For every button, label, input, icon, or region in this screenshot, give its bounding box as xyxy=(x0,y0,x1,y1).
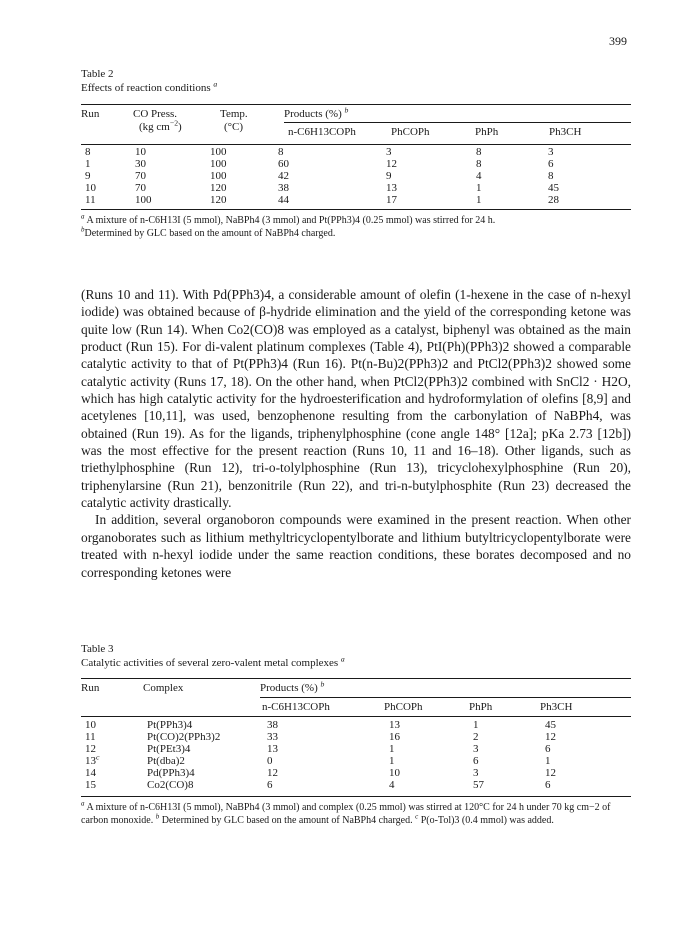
t2-h-temp-label: Temp. xyxy=(220,108,248,120)
t2-h-temp-unit: (°C) xyxy=(224,121,244,133)
table-row xyxy=(81,743,611,755)
table-cell: 8 xyxy=(476,146,482,158)
table-cell: 9 xyxy=(85,170,91,182)
table-cell: 38 xyxy=(278,182,289,194)
table-cell: Pd(PPh3)4 xyxy=(147,767,195,779)
body-paragraph-2: In addition, several organoboron compounds were examined in the present reaction. When other organoborates such as lithium methyltricyclopentylborate and lithium butyltricyclopentylborate were treated with n-hexyl iodide under the same reaction conditions, these borates decomposed and no corresponding ketones were xyxy=(81,512,631,580)
table-row xyxy=(81,194,604,206)
table-cell: 10 xyxy=(135,146,146,158)
table2-title-mark: a xyxy=(213,79,218,89)
t2-h-run: Run xyxy=(81,108,100,120)
table-cell: Pt(dba)2 xyxy=(147,755,185,767)
table-cell: 12 xyxy=(267,767,278,779)
table-row xyxy=(81,779,611,791)
table-cell: 9 xyxy=(386,170,392,182)
table-cell: 1 xyxy=(389,743,395,755)
t3-h-prod-1: n-C6H13COPh xyxy=(262,701,330,713)
table-cell: 42 xyxy=(278,170,289,182)
page-number: 399 xyxy=(609,34,627,48)
body-paragraph-1: (Runs 10 and 11). With Pd(PPh3)4, a considerable amount of olefin (1-hexene in the case of n-hexyl iodide) was obtained because of β-hydride elimination and the yield of the corresponding ketone was quite low (Run 14). When Co2(CO)8 was employed as a catalyst, biphenyl was obtained as the main product (Run 15). For di-valent platinum complexes (Table 4), PtI(Ph)(PPh3)2 showed a comparable catalytic activity to that of Pt(PPh3)4 (Run 16). Pt(n-Bu)2(PPh3)2 and PtCl2(PPh3)2 showed some catalytic activity (Runs 17, 18). On the other hand, when PtCl2(PPh3)2 combined with SnCl2 · H2O, which has high catalytic activity for the hydroesterification and hydroformylation of olefins [8,9] and acetylenes [10,11], was used, benzophenone resulting from the carbonylation of NaBPh4, was obtained (Run 19). As for the ligands, triphenylphosphine (cone angle 148° [12a]; pKa 2.73 [12b]) was the most effective for the present reaction (Runs 10, 11 and 16–18). Other ligands, such as triethylphosphine (Run 12), tri-o-tolylphosphine (Run 13), tricyclohexylphosphine (Run 20), triphenylarsine (Run 21), benzonitrile (Run 22), and tri-n-butylphosphite (Run 23) decreased the catalytic activity drastically. xyxy=(81,287,631,511)
table-cell: 3 xyxy=(386,146,392,158)
table2-products-rule xyxy=(284,122,631,123)
table2-title: Effects of reaction conditions xyxy=(81,82,211,95)
table2-bottom-rule xyxy=(81,209,631,210)
table-cell: 0 xyxy=(267,755,273,767)
table-cell: 16 xyxy=(389,731,400,743)
table-cell: 57 xyxy=(473,779,484,791)
table-row xyxy=(81,719,611,731)
table-cell: 13 xyxy=(267,743,278,755)
table-cell: 6 xyxy=(473,755,479,767)
table-cell: 3 xyxy=(473,767,479,779)
run-number: 12 xyxy=(85,743,96,755)
table-row xyxy=(81,767,611,779)
table3-footnotes: $^a$ A mixture of n-C6H13I (5 mmol), NaBPh4 (3 mmol) and complex (0.25 mmol) was stirred at 120°C for 24 h under 70 kg cm−2 of carbon monoxide. $^b$ Determined by GLC based on the amount of NaBPh4 charged. $^c$ P(o-Tol)3 (0.4 mmol) was added. xyxy=(81,799,611,826)
table-cell-run xyxy=(81,779,143,791)
table3-body xyxy=(81,719,611,791)
table-cell: 17 xyxy=(386,194,397,206)
t2-h-prod-4: Ph3CH xyxy=(549,126,582,138)
table-cell: 3 xyxy=(548,146,554,158)
table3-label: Table 3 xyxy=(81,643,114,655)
t3-h-products-mark: b xyxy=(320,679,325,689)
table-cell: 120 xyxy=(210,182,227,194)
table-cell: 12 xyxy=(545,767,556,779)
t2-h-prod-1: n-C6H13COPh xyxy=(288,126,356,138)
table-cell: 12 xyxy=(386,158,397,170)
table-cell: 4 xyxy=(389,779,395,791)
table-cell: 1 xyxy=(476,194,482,206)
table-cell: 6 xyxy=(545,779,551,791)
table-cell: 44 xyxy=(278,194,289,206)
table-cell: 12 xyxy=(545,731,556,743)
t3-h-prod-3: PhPh xyxy=(469,701,493,713)
table2-footnote-a-text: A mixture of n-C6H13I (5 mmol), NaBPh4 (3 mmol) and Pt(PPh3)4 (0.25 mmol) was stirred for 24 h. xyxy=(86,215,496,226)
t2-h-prod-2: PhCOPh xyxy=(391,126,430,138)
table-cell: 100 xyxy=(210,146,227,158)
table-cell-run xyxy=(81,752,143,767)
table2-top-rule xyxy=(81,104,631,105)
table2-footnote-a: $^a$ A mixture of n-C6H13I (5 mmol), NaBPh4 (3 mmol) and Pt(PPh3)4 (0.25 mmol) was stirred for 24 h. xyxy=(81,212,496,226)
table-row xyxy=(81,146,604,158)
t3-h-run: Run xyxy=(81,682,100,694)
table3-header-rule xyxy=(81,716,631,717)
table-cell: 1 xyxy=(476,182,482,194)
table-cell: 38 xyxy=(267,719,278,731)
table-cell: 1 xyxy=(85,158,91,170)
t2-h-copress-unit-pre: (kg cm xyxy=(139,121,170,133)
run-number: 10 xyxy=(85,719,96,731)
run-number: 11 xyxy=(85,731,96,743)
table2-footnotes xyxy=(81,214,631,240)
table3-footnote-c-text: P(o-Tol)3 (0.4 mmol) was added. xyxy=(420,815,554,826)
table3-footnote-a-text: A mixture of n-C6H13I (5 mmol), NaBPh4 (3 mmol) and complex (0.25 mmol) was stirred at 120°C for 24 h under 70 kg cm−2 of carbon monoxide. xyxy=(81,802,611,826)
t2-h-products-label: Products (%) xyxy=(284,108,342,120)
t2-h-copress-unit-post: ) xyxy=(178,121,182,133)
t3-h-prod-4: Ph3CH xyxy=(540,701,573,713)
t2-h-prod-3: PhPh xyxy=(475,126,499,138)
table-cell: 11 xyxy=(85,194,96,206)
table3-title: Catalytic activities of several zero-valent metal complexes xyxy=(81,657,339,670)
table-row xyxy=(81,170,604,182)
table-cell: 1 xyxy=(473,719,479,731)
table-cell: 2 xyxy=(473,731,479,743)
table-cell: 6 xyxy=(548,158,554,170)
run-number: 15 xyxy=(85,779,96,791)
t2-h-products xyxy=(284,105,349,121)
table-cell: 6 xyxy=(267,779,273,791)
table-cell: 70 xyxy=(135,182,146,194)
table-cell: 30 xyxy=(135,158,146,170)
table2-label: Table 2 xyxy=(81,68,114,80)
table-row xyxy=(81,158,604,170)
table-cell: Pt(CO)2(PPh3)2 xyxy=(147,731,221,743)
table-row xyxy=(81,182,604,194)
table-cell: 8 xyxy=(85,146,91,158)
t2-h-copress-unit-exp: −2 xyxy=(169,118,179,128)
table-cell: 70 xyxy=(135,170,146,182)
table3-caption xyxy=(81,642,345,671)
table-cell-run xyxy=(81,743,143,755)
table-cell-run xyxy=(81,719,143,731)
table-cell: 4 xyxy=(476,170,482,182)
table-cell: 60 xyxy=(278,158,289,170)
table-cell: Pt(PPh3)4 xyxy=(147,719,193,731)
table-cell: 33 xyxy=(267,731,278,743)
table3-bottom-rule xyxy=(81,796,631,797)
table-cell: 1 xyxy=(389,755,395,767)
table3-footnote-b-text: Determined by GLC based on the amount of NaBPh4 charged. xyxy=(161,815,413,826)
table-cell: 6 xyxy=(545,743,551,755)
run-number: 13 xyxy=(85,755,96,767)
table-cell: 100 xyxy=(135,194,152,206)
table2-footnote-b: $^b$Determined by GLC based on the amount of NaBPh4 charged. xyxy=(81,225,336,239)
table-cell-run xyxy=(81,767,143,779)
table-cell: 100 xyxy=(210,158,227,170)
t3-h-complex: Complex xyxy=(143,682,184,694)
table-row xyxy=(81,731,611,743)
run-number: 14 xyxy=(85,767,96,779)
table-cell: 1 xyxy=(545,755,551,767)
t2-h-copress xyxy=(133,108,182,134)
table-cell: Co2(CO)8 xyxy=(147,779,194,791)
table3-products-rule xyxy=(260,697,631,698)
table-cell: 3 xyxy=(473,743,479,755)
table-cell: Pt(PEt3)4 xyxy=(147,743,191,755)
body-text xyxy=(81,286,631,581)
t2-h-copress-unit xyxy=(133,118,182,134)
table-cell: 28 xyxy=(548,194,559,206)
run-footnote-mark: c xyxy=(96,752,100,762)
table-cell: 45 xyxy=(548,182,559,194)
t2-h-copress-label: CO Press. xyxy=(133,108,178,120)
table-cell: 8 xyxy=(476,158,482,170)
t2-h-temp xyxy=(220,108,248,134)
table2-caption xyxy=(81,67,217,96)
table-row xyxy=(81,755,611,767)
table-cell: 10 xyxy=(389,767,400,779)
table-cell: 8 xyxy=(278,146,284,158)
table3-title-mark: a xyxy=(340,654,345,664)
table2-footnote-b-text: Determined by GLC based on the amount of NaBPh4 charged. xyxy=(84,228,336,239)
table-cell: 10 xyxy=(85,182,96,194)
t3-h-products-label: Products (%) xyxy=(260,682,318,694)
table-cell: 13 xyxy=(386,182,397,194)
t3-h-prod-2: PhCOPh xyxy=(384,701,423,713)
table-cell: 13 xyxy=(389,719,400,731)
t2-h-products-mark: b xyxy=(344,105,349,115)
table-cell: 8 xyxy=(548,170,554,182)
t3-h-products xyxy=(260,679,325,695)
table2-header-rule xyxy=(81,144,631,145)
table-cell: 100 xyxy=(210,170,227,182)
table-cell-run xyxy=(81,731,143,743)
table-cell: 45 xyxy=(545,719,556,731)
table3-top-rule xyxy=(81,678,631,679)
table2-body xyxy=(81,146,604,206)
table-cell: 120 xyxy=(210,194,227,206)
